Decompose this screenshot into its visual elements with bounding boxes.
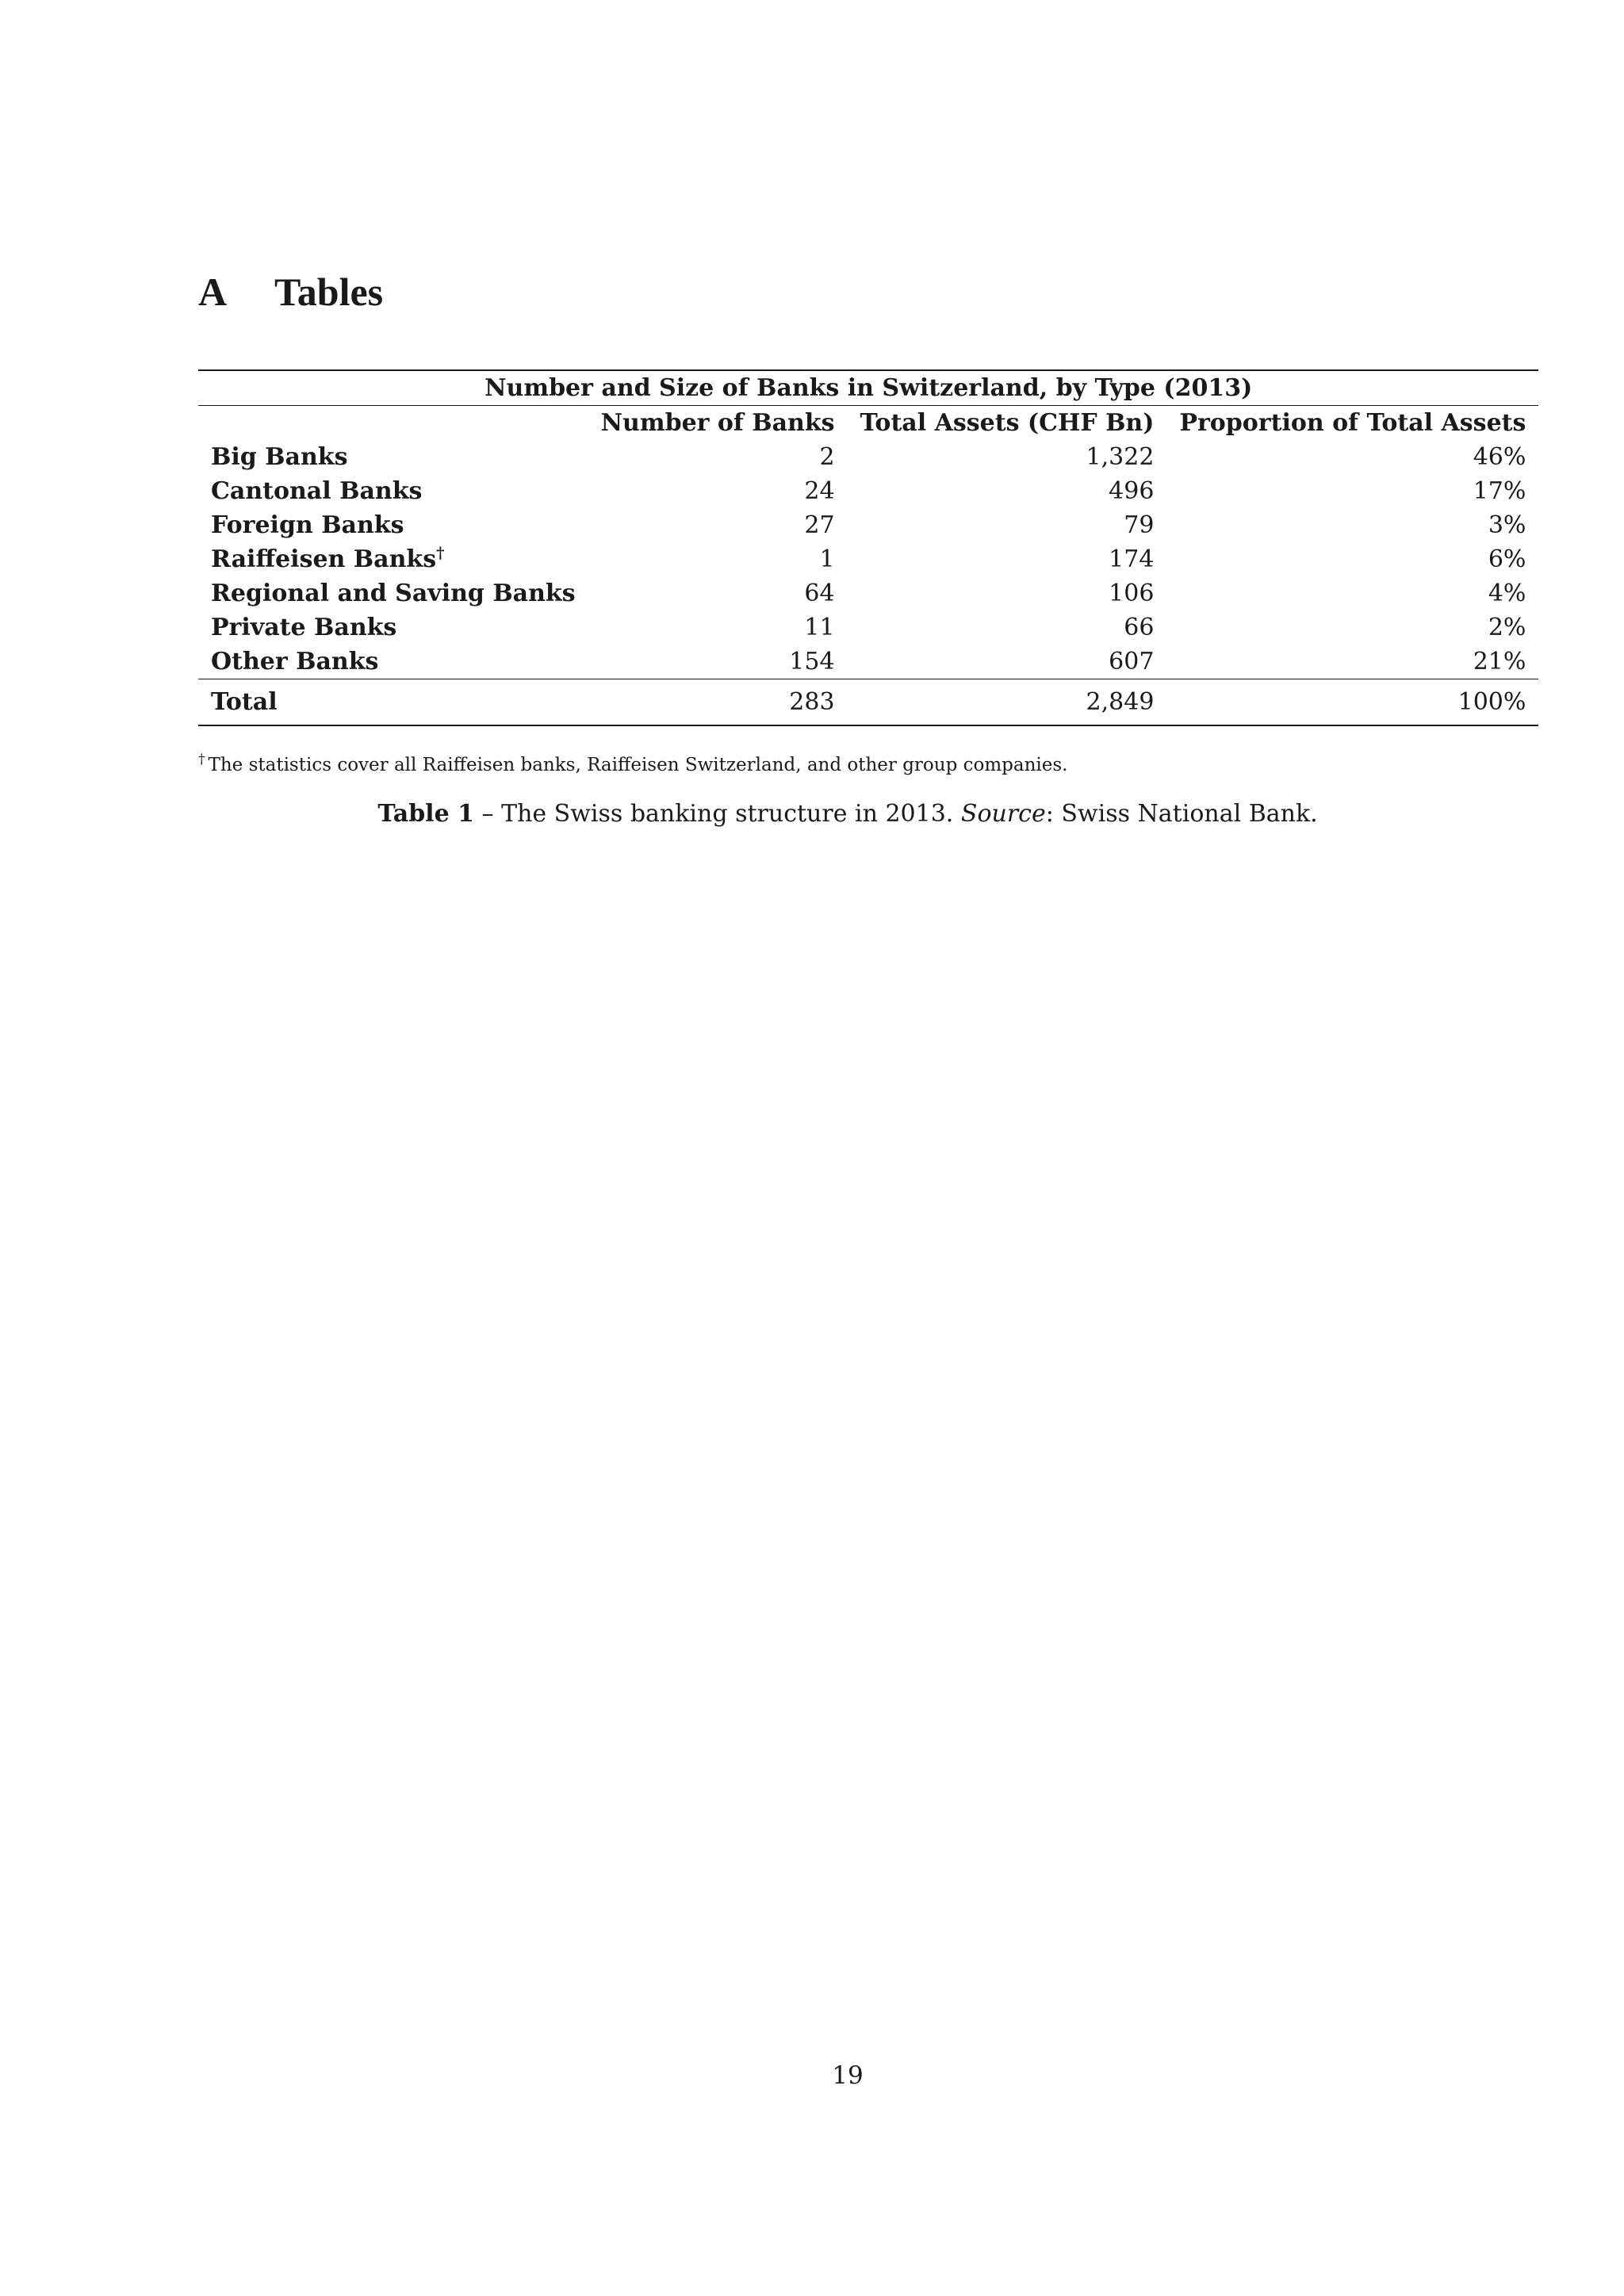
column-header: Proportion of Total Assets — [1166, 406, 1538, 441]
cell-share: 21% — [1473, 648, 1526, 675]
row-label: Foreign Banks — [211, 511, 404, 539]
caption-separator: – — [473, 800, 502, 828]
total-assets: 2,849 — [848, 679, 1167, 726]
table-row — [198, 508, 1538, 542]
row-label: Other Banks — [211, 648, 379, 675]
cell-share: 2% — [1488, 614, 1526, 641]
table-row — [198, 542, 1538, 576]
cell-assets: 174 — [1109, 545, 1155, 573]
header-blank — [198, 406, 588, 441]
total-label: Total — [198, 679, 588, 726]
table-row — [198, 440, 1538, 474]
cell-assets: 607 — [1109, 648, 1155, 675]
section-heading — [198, 268, 383, 316]
table-caption — [0, 798, 1624, 830]
caption-label: Table 1 — [377, 800, 474, 828]
row-label: Cantonal Banks — [211, 477, 423, 505]
column-header: Total Assets (CHF Bn) — [848, 406, 1167, 441]
cell-share: 46% — [1473, 443, 1526, 471]
data-table — [198, 369, 1538, 726]
bank-structure-table — [198, 369, 1526, 726]
caption-source-label: Source — [960, 800, 1046, 828]
table-row — [198, 645, 1538, 679]
row-label: Private Banks — [211, 614, 397, 641]
table-total-row — [198, 679, 1538, 726]
cell-banks: 2 — [819, 443, 835, 471]
cell-assets: 79 — [1124, 511, 1155, 539]
cell-banks: 24 — [804, 477, 835, 505]
row-label: Raiffeisen Banks† — [211, 543, 445, 573]
cell-share: 6% — [1488, 545, 1526, 573]
cell-banks: 1 — [819, 545, 835, 573]
table-row — [198, 474, 1538, 508]
cell-banks: 64 — [804, 580, 835, 607]
total-share: 100% — [1166, 679, 1538, 726]
caption-source-text: : Swiss National Bank. — [1045, 800, 1318, 828]
table-header-row — [198, 406, 1538, 441]
cell-assets: 1,322 — [1086, 443, 1155, 471]
cell-share: 17% — [1473, 477, 1526, 505]
caption-text: The Swiss banking structure in 2013. — [501, 800, 961, 828]
table-title: Number and Size of Banks in Switzerland, by Type (2013) — [198, 370, 1538, 406]
cell-share: 4% — [1488, 580, 1526, 607]
cell-share: 3% — [1488, 511, 1526, 539]
cell-banks: 27 — [804, 511, 835, 539]
section-title: Tables — [274, 270, 384, 314]
table-row — [198, 610, 1538, 645]
section-number: A — [198, 270, 228, 314]
row-label: Regional and Saving Banks — [211, 580, 576, 607]
cell-assets: 496 — [1109, 477, 1155, 505]
column-header: Number of Banks — [588, 406, 848, 441]
cell-assets: 106 — [1109, 580, 1155, 607]
page-number: 19 — [832, 2061, 864, 2090]
dagger-mark: † — [436, 543, 445, 562]
total-banks: 283 — [588, 679, 848, 726]
footnote-text: The statistics cover all Raiffeisen banks, Raiffeisen Switzerland, and other group companies. — [208, 755, 1068, 775]
table-row — [198, 576, 1538, 610]
table-footnote — [198, 753, 1068, 777]
cell-banks: 11 — [804, 614, 835, 641]
table-title-row — [198, 370, 1538, 406]
cell-banks: 154 — [789, 648, 835, 675]
footnote-mark: † — [198, 752, 205, 768]
row-label: Big Banks — [211, 443, 348, 471]
cell-assets: 66 — [1124, 614, 1155, 641]
